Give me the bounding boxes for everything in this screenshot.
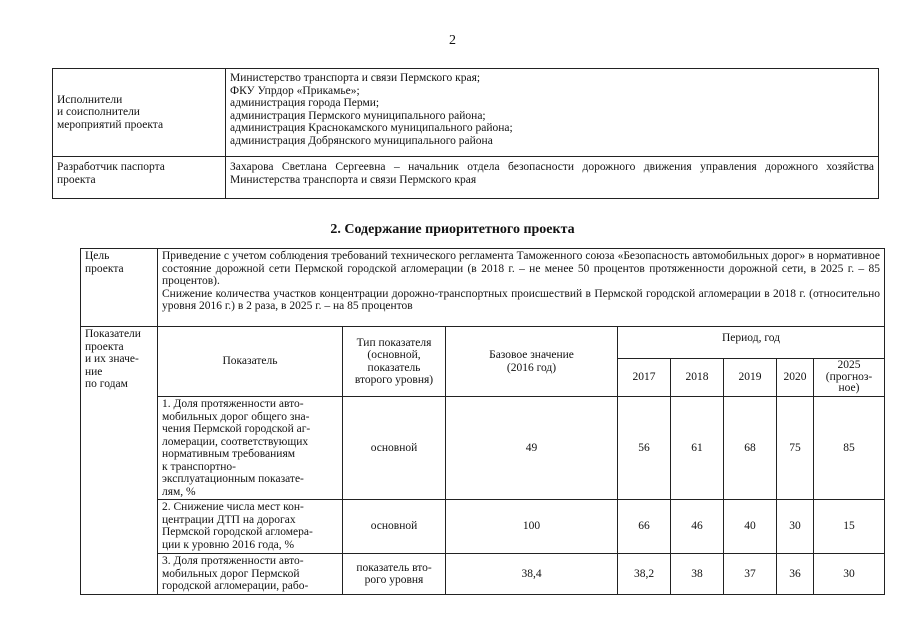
indicators-side-label: Показатели проекта и их значе- ние по годам <box>81 327 158 595</box>
page-number: 2 <box>449 33 456 48</box>
indicator-value: 46 <box>671 500 724 554</box>
developer-value: Захарова Светлана Сергеевна – начальник отдела безопасности дорожного движения управления дорожного хозяйства Министерства транспорта и связи Пермского края <box>226 157 879 199</box>
header-period: Период, год <box>618 327 885 359</box>
table-row <box>81 554 885 595</box>
indicator-base: 100 <box>446 500 618 554</box>
indicator-type: показатель вто- рого уровня <box>343 554 446 595</box>
header-type: Тип показателя (основной, показатель второго уровня) <box>343 327 446 397</box>
indicator-value: 15 <box>814 500 885 554</box>
indicator-base: 38,4 <box>446 554 618 595</box>
header-indicator: Показатель <box>158 327 343 397</box>
executors-label: Исполнители и соисполнители мероприятий проекта <box>53 69 226 157</box>
indicator-name: 2. Снижение числа мест кон- центрации ДТП на дорогах Пермской городской агломера- ции к уровню 2016 года, % <box>158 500 343 554</box>
goal-label: Цель проекта <box>81 249 158 327</box>
indicator-type: основной <box>343 397 446 500</box>
goal-row <box>81 249 885 327</box>
table-row <box>81 500 885 554</box>
header-year-2017: 2017 <box>618 359 671 397</box>
developer-label: Разработчик паспорта проекта <box>53 157 226 199</box>
header-year-2025: 2025 (прогноз- ное) <box>814 359 885 397</box>
indicator-value: 61 <box>671 397 724 500</box>
indicator-name: 1. Доля протяженности авто- мобильных дорог общего зна- чения Пермской городской аг- ломерации, соответствующих нормативным требованиям к транспортно- эксплуатационным показате- лям, % <box>158 397 343 500</box>
table-row <box>81 397 885 500</box>
indicator-value: 38 <box>671 554 724 595</box>
indicator-value: 36 <box>777 554 814 595</box>
indicator-value: 66 <box>618 500 671 554</box>
header-year-2019: 2019 <box>724 359 777 397</box>
indicator-value: 85 <box>814 397 885 500</box>
table-row <box>53 157 879 199</box>
indicator-name: 3. Доля протяженности авто- мобильных дорог Пермской городской агломерации, рабо- <box>158 554 343 595</box>
header-row <box>81 327 885 359</box>
header-year-2020: 2020 <box>777 359 814 397</box>
project-content-table <box>80 248 885 595</box>
indicator-value: 75 <box>777 397 814 500</box>
indicator-value: 68 <box>724 397 777 500</box>
indicator-value: 30 <box>777 500 814 554</box>
indicator-type: основной <box>343 500 446 554</box>
indicator-value: 56 <box>618 397 671 500</box>
indicator-value: 38,2 <box>618 554 671 595</box>
header-base: Базовое значение (2016 год) <box>446 327 618 397</box>
goal-text: Приведение с учетом соблюдения требований технического регламента Таможенного союза «Безопасность автомобильных дорог» в нормативное состояние дорожной сети Пермской городской агломерации (в 2018 г. – не менее 50 процентов протяженности дорожной сети, в 2025 г. – 85 процентов). Снижение количества участков концентрации дорожно-транспортных происшествий в Пермской городской агломерации в 2018 г. (относительно уровня 2016 г.) в 2 раза, в 2025 г. – на 85 процентов <box>158 249 885 327</box>
table-row <box>53 69 879 157</box>
indicator-base: 49 <box>446 397 618 500</box>
indicator-value: 37 <box>724 554 777 595</box>
project-info-table <box>52 68 879 199</box>
executors-value: Министерство транспорта и связи Пермского края; ФКУ Упрдор «Прикамье»; администрация города Перми; администрация Пермского муниципального района; администрация Краснокамского муниципального района; администрация Добрянского муниципального района <box>226 69 879 157</box>
section-title: 2. Содержание приоритетного проекта <box>330 222 575 237</box>
header-year-2018: 2018 <box>671 359 724 397</box>
indicator-value: 40 <box>724 500 777 554</box>
indicator-value: 30 <box>814 554 885 595</box>
